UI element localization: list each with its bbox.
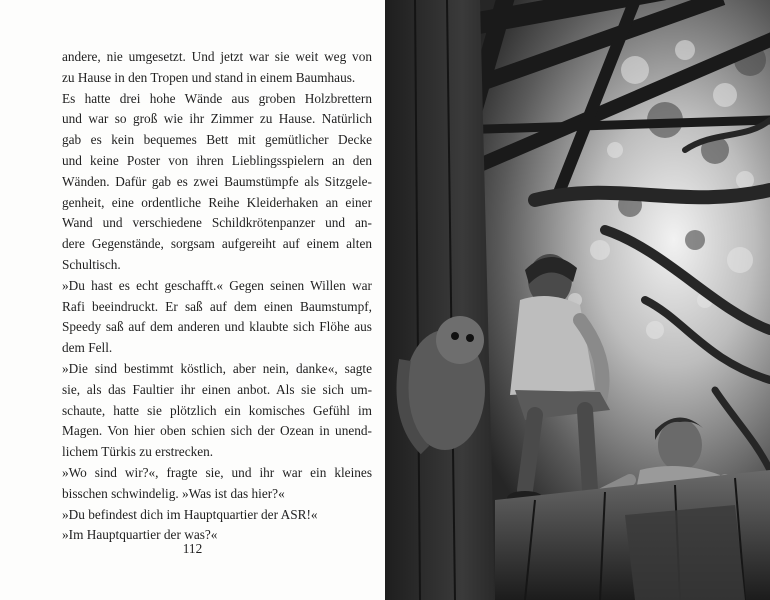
- paragraph-4: [62, 359, 372, 463]
- text-line: »Du hast es echt geschafft.« Gegen seinen Willen war: [62, 277, 372, 293]
- text-line: Rafi beeindruckt. Er saß auf dem einen Baumstumpf,: [62, 298, 372, 314]
- treehouse-illustration: [385, 0, 770, 600]
- text-line: lichem Türkis zu erstrecken.: [62, 444, 214, 460]
- page-number: 112: [182, 541, 203, 556]
- text-line: dere Gegenstände, sorgsam aufgereiht auf einem alten: [62, 236, 372, 252]
- text-line: zu Hause in den Tropen und stand in einem Baumhaus.: [62, 69, 356, 85]
- paragraph-6: [62, 505, 372, 526]
- text-line: »Im Hauptquartier der was?«: [62, 527, 218, 543]
- text-line: Speedy saß auf dem anderen und klaubte sich Flöhe aus: [62, 319, 372, 335]
- text-line: dem Fell.: [62, 340, 113, 356]
- text-line: schaute, hatte sie plötzlich ein komisches Gefühl im: [62, 402, 372, 418]
- text-line: sie, als das Faultier ihr einen anbot. Als sie sich um-: [62, 381, 372, 397]
- text-line: Wand und verschiedene Schildkrötenpanzer und an-: [62, 215, 372, 231]
- text-line: Es hatte drei hohe Wände aus groben Holzbrettern: [62, 90, 372, 106]
- text-line: gab es kein bequemes Bett mit gemütlicher Decke: [62, 132, 372, 148]
- text-line: »Die sind bestimmt köstlich, aber nein, danke«, sagte: [62, 360, 372, 376]
- text-line: Schultisch.: [62, 256, 121, 272]
- floor-hatch: [625, 505, 745, 600]
- body-text: [62, 47, 372, 546]
- text-line: andere, nie umgesetzt. Und jetzt war sie weit weg von: [62, 49, 372, 64]
- text-line: und keine Poster von ihren Lieblingsspielern an den: [62, 152, 372, 168]
- paragraph-5: [62, 463, 372, 505]
- text-line: »Wo sind wir?«, fragte sie, und ihr war ein kleines: [62, 464, 372, 480]
- paragraph-2: [62, 89, 372, 276]
- text-line: bisschen schwindelig. »Was ist das hier?«: [62, 485, 285, 501]
- text-line: Wänden. Dafür gab es zwei Baumstümpfe als Sitzgele-: [62, 173, 372, 189]
- text-line: genheit, eine ordentliche Reihe Kleiderhaken an einer: [62, 194, 372, 210]
- text-line: und war so groß wie ihr Zimmer zu Hause. Natürlich: [62, 111, 372, 127]
- text-line: »Du befindest dich im Hauptquartier der ASR!«: [62, 506, 318, 522]
- text-line: Magen. Von hier oben schien sich der Ozean in unend-: [62, 423, 372, 439]
- treehouse-wall: [385, 0, 495, 600]
- paragraph-3: [62, 276, 372, 359]
- right-page-illustration: [385, 0, 770, 600]
- paragraph-1: [62, 47, 372, 89]
